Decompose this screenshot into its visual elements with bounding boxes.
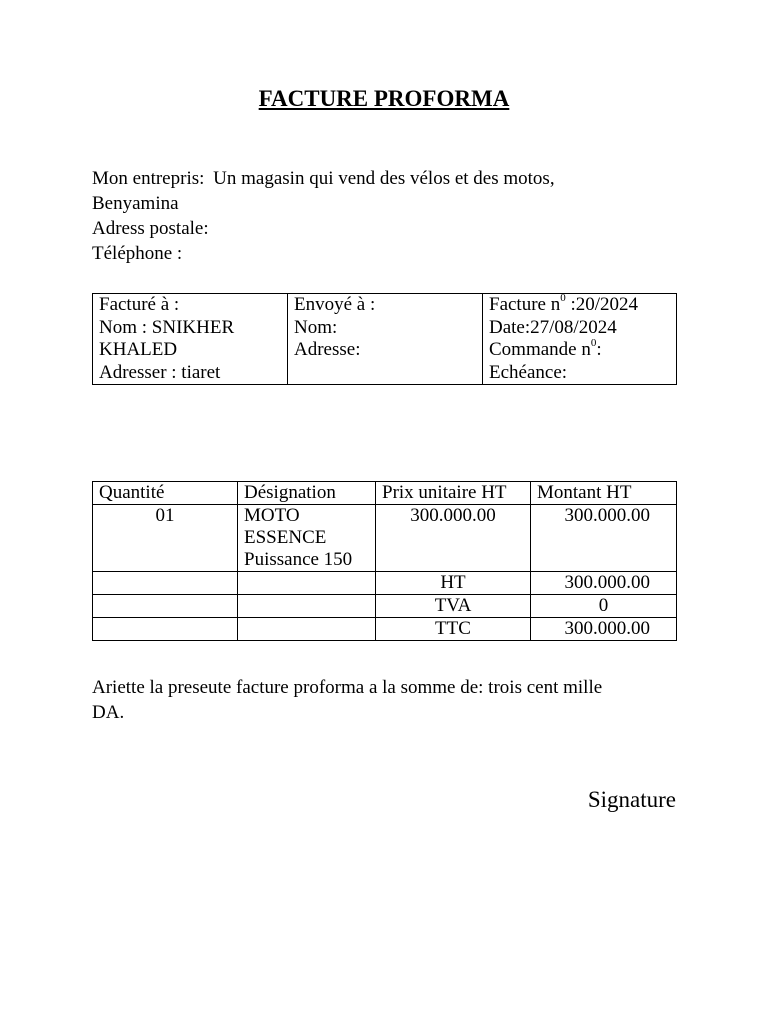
empty-cell <box>93 595 238 618</box>
items-table <box>92 481 677 641</box>
company-line <box>92 166 682 191</box>
order-number-value: : <box>596 339 602 360</box>
invoice-info-table <box>92 293 677 385</box>
billed-to-name-line1: Nom : SNIKHER <box>99 316 235 338</box>
item-designation-line3: Puissance 150 <box>244 549 353 570</box>
header-unit-price: Prix unitaire HT <box>376 482 531 505</box>
invoice-number-label: Facture n <box>489 294 561 315</box>
invoice-date: Date:27/08/2024 <box>489 316 617 338</box>
amount-in-words <box>92 675 682 725</box>
company-address: Adress postale: <box>92 218 209 239</box>
empty-cell <box>93 618 238 641</box>
amount-in-words-line1: Ariette la preseute facture proforma a la somme de: trois cent mille <box>92 677 603 698</box>
company-phone: Téléphone : <box>92 243 183 264</box>
empty-cell <box>238 595 376 618</box>
invoice-number <box>489 291 670 317</box>
item-unit-price: 300.000.00 <box>376 505 531 572</box>
item-designation-line1: MOTO <box>244 505 300 526</box>
total-row-ttc <box>93 618 677 641</box>
total-tva-label: TVA <box>376 595 531 618</box>
signature-label: Signature <box>587 787 676 812</box>
header-designation: Désignation <box>238 482 376 505</box>
empty-cell <box>93 572 238 595</box>
company-label: Mon entrepris: <box>92 168 205 189</box>
header-quantity: Quantité <box>93 482 238 505</box>
billed-to-heading: Facturé à : <box>99 294 180 315</box>
amount-in-words-line2: DA. <box>92 702 125 723</box>
order-number-sup: 0 <box>590 336 597 349</box>
billed-to-cell <box>93 294 288 385</box>
billed-to-name-line2: KHALED <box>99 339 178 360</box>
total-ht-value: 300.000.00 <box>531 572 677 595</box>
items-header-row <box>93 482 677 505</box>
billed-to-address: Adresser : tiaret <box>99 361 221 383</box>
invoice-number-sup: 0 <box>560 291 566 304</box>
due-date: Echéance: <box>489 361 568 383</box>
sent-to-name: Nom: <box>294 316 338 338</box>
total-row-ht <box>93 572 677 595</box>
company-block <box>92 166 682 266</box>
total-ttc-value: 300.000.00 <box>531 618 677 641</box>
invoice-number-value: :20/2024 <box>565 294 639 315</box>
total-row-tva <box>93 595 677 618</box>
invoice-details-cell <box>483 291 677 385</box>
company-city: Benyamina <box>92 193 179 214</box>
order-number-label: Commande n <box>489 339 591 360</box>
item-quantity: 01 <box>93 505 238 572</box>
total-ht-label: HT <box>376 572 531 595</box>
sent-to-address: Adresse: <box>294 339 361 360</box>
item-amount: 300.000.00 <box>531 505 677 572</box>
sent-to-heading: Envoyé à : <box>294 294 376 315</box>
sent-to-cell <box>288 294 483 385</box>
total-ttc-label: TTC <box>376 618 531 641</box>
item-designation <box>238 505 376 572</box>
table-row <box>93 505 677 572</box>
total-tva-value: 0 <box>531 595 677 618</box>
order-number <box>489 336 670 362</box>
header-amount: Montant HT <box>531 482 677 505</box>
document-title: FACTURE PROFORMA <box>258 86 510 111</box>
empty-cell <box>238 572 376 595</box>
company-name: Un magasin qui vend des vélos et des motos, <box>213 168 555 189</box>
item-designation-line2: ESSENCE <box>244 527 327 548</box>
empty-cell <box>238 618 376 641</box>
